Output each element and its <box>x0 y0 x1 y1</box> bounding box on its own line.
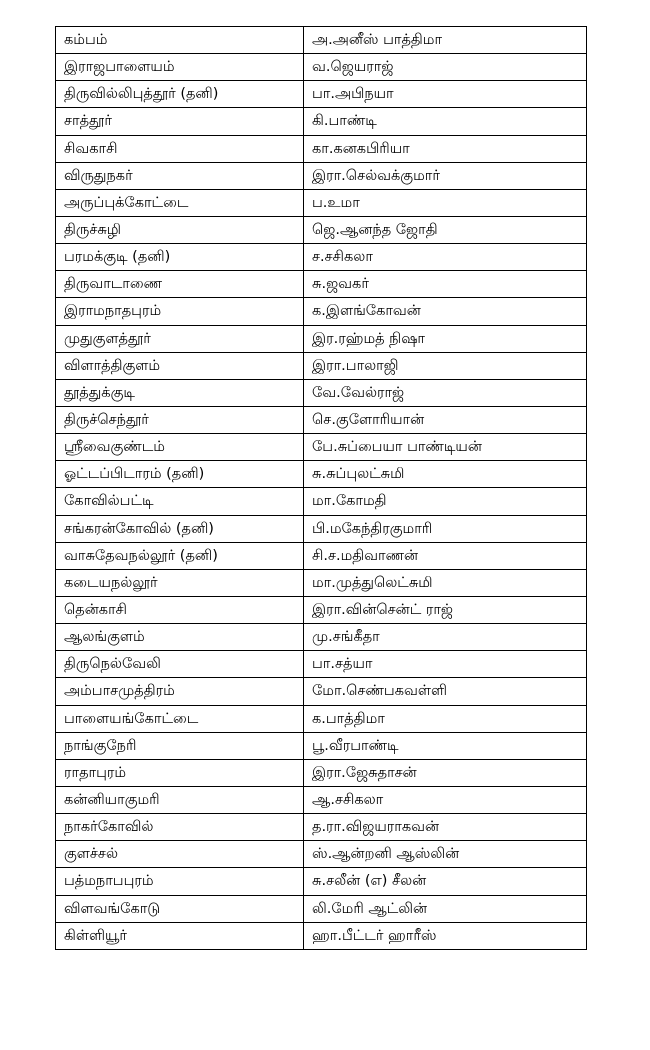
constituency-cell: விளவங்கோடு <box>56 895 304 922</box>
candidate-name-cell: இரா.செல்வக்குமார் <box>304 162 587 189</box>
table-row <box>56 216 587 243</box>
table-row <box>56 379 587 406</box>
constituency-cell: திருவில்லிபுத்தூர் (தனி) <box>56 81 304 108</box>
table-row <box>56 244 587 271</box>
table-row <box>56 651 587 678</box>
candidate-name-cell: சு.ஜவகர் <box>304 271 587 298</box>
candidate-name-cell: பே.சுப்பையா பாண்டியன் <box>304 434 587 461</box>
table-row <box>56 189 587 216</box>
table-row <box>56 27 587 54</box>
constituency-cell: தென்காசி <box>56 596 304 623</box>
table-row <box>56 54 587 81</box>
candidate-name-cell: ஜெ.ஆனந்த ஜோதி <box>304 216 587 243</box>
constituency-cell: அருப்புக்கோட்டை <box>56 189 304 216</box>
constituency-cell: இராஜபாளையம் <box>56 54 304 81</box>
constituency-cell: இராமநாதபுரம் <box>56 298 304 325</box>
constituency-cell: அம்பாசமுத்திரம் <box>56 678 304 705</box>
constituency-cell: கடையநல்லூர் <box>56 569 304 596</box>
constituency-cell: பாளையங்கோட்டை <box>56 705 304 732</box>
table-row <box>56 678 587 705</box>
table-row <box>56 895 587 922</box>
table-row <box>56 786 587 813</box>
candidate-name-cell: இரா.வின்சென்ட் ராஜ் <box>304 596 587 623</box>
table-row <box>56 596 587 623</box>
table-row <box>56 814 587 841</box>
table-row <box>56 461 587 488</box>
table-row <box>56 542 587 569</box>
candidate-name-cell: வ.ஜெயராஜ் <box>304 54 587 81</box>
candidate-name-cell: வே.வேல்ராஜ் <box>304 379 587 406</box>
candidate-name-cell: மோ.செண்பகவள்ளி <box>304 678 587 705</box>
table-row <box>56 108 587 135</box>
candidate-name-cell: சு.சலீன் (எ) சீலன் <box>304 868 587 895</box>
table-row <box>56 759 587 786</box>
candidate-name-cell: கா.கனகபிரியா <box>304 135 587 162</box>
constituency-cell: நாங்குநேரி <box>56 732 304 759</box>
constituency-cell: கிள்ளியூர் <box>56 922 304 949</box>
candidate-name-cell: மா.கோமதி <box>304 488 587 515</box>
constituency-cell: பத்மநாபபுரம் <box>56 868 304 895</box>
constituency-cell: ஓட்டப்பிடாரம் (தனி) <box>56 461 304 488</box>
candidate-name-cell: ச.சசிகலா <box>304 244 587 271</box>
candidate-name-cell: பி.மகேந்திரகுமாரி <box>304 515 587 542</box>
constituency-cell: குளச்சல் <box>56 841 304 868</box>
constituency-cell: நாகர்கோவில் <box>56 814 304 841</box>
candidate-name-cell: இரா.ஜேசுதாசன் <box>304 759 587 786</box>
table-row <box>56 515 587 542</box>
candidate-name-cell: சி.ச.மதிவாணன் <box>304 542 587 569</box>
table-row <box>56 705 587 732</box>
constituency-cell: பரமக்குடி (தனி) <box>56 244 304 271</box>
constituency-cell: ராதாபுரம் <box>56 759 304 786</box>
candidate-name-cell: மு.சங்கீதா <box>304 624 587 651</box>
candidate-name-cell: சு.சுப்புலட்சுமி <box>304 461 587 488</box>
candidate-name-cell: லி.மேரி ஆட்லின் <box>304 895 587 922</box>
table-row <box>56 868 587 895</box>
table-row <box>56 352 587 379</box>
constituency-cell: ஸ்ரீவைகுண்டம் <box>56 434 304 461</box>
table-row <box>56 271 587 298</box>
candidate-table <box>55 26 587 950</box>
candidate-name-cell: கி.பாண்டி <box>304 108 587 135</box>
table-row <box>56 81 587 108</box>
table-row <box>56 732 587 759</box>
candidate-name-cell: பா.சத்யா <box>304 651 587 678</box>
constituency-cell: சிவகாசி <box>56 135 304 162</box>
candidate-name-cell: பா.அபிநயா <box>304 81 587 108</box>
table-row <box>56 298 587 325</box>
table-row <box>56 406 587 433</box>
constituency-cell: திருச்சுழி <box>56 216 304 243</box>
table-row <box>56 434 587 461</box>
candidate-table-body <box>56 27 587 950</box>
candidate-name-cell: க.பாத்திமா <box>304 705 587 732</box>
constituency-cell: தூத்துக்குடி <box>56 379 304 406</box>
candidate-name-cell: இரா.பாலாஜி <box>304 352 587 379</box>
table-row <box>56 922 587 949</box>
table-row <box>56 162 587 189</box>
constituency-cell: விளாத்திகுளம் <box>56 352 304 379</box>
candidate-name-cell: ப.உமா <box>304 189 587 216</box>
candidate-name-cell: இர.ரஹ்மத் நிஷா <box>304 325 587 352</box>
constituency-cell: முதுகுளத்தூர் <box>56 325 304 352</box>
candidate-name-cell: ஸ்.ஆன்றனி ஆஸ்லின் <box>304 841 587 868</box>
table-row <box>56 841 587 868</box>
candidate-name-cell: அ.அனீஸ் பாத்திமா <box>304 27 587 54</box>
candidate-name-cell: பூ.வீரபாண்டி <box>304 732 587 759</box>
table-row <box>56 135 587 162</box>
table-row <box>56 569 587 596</box>
constituency-cell: விருதுநகர் <box>56 162 304 189</box>
candidate-name-cell: மா.முத்துலெட்சுமி <box>304 569 587 596</box>
constituency-cell: திருவாடாணை <box>56 271 304 298</box>
constituency-cell: திருநெல்வேலி <box>56 651 304 678</box>
table-row <box>56 624 587 651</box>
constituency-cell: கம்பம் <box>56 27 304 54</box>
constituency-cell: திருச்செந்தூர் <box>56 406 304 433</box>
candidate-name-cell: செ.குளோரியான் <box>304 406 587 433</box>
constituency-cell: வாசுதேவநல்லூர் (தனி) <box>56 542 304 569</box>
table-row <box>56 325 587 352</box>
candidate-name-cell: க.இளங்கோவன் <box>304 298 587 325</box>
candidate-name-cell: ஹா.பீட்டர் ஹாரீஸ் <box>304 922 587 949</box>
candidate-name-cell: த.ரா.விஜயராகவன் <box>304 814 587 841</box>
constituency-cell: ஆலங்குளம் <box>56 624 304 651</box>
constituency-cell: சங்கரன்கோவில் (தனி) <box>56 515 304 542</box>
candidate-name-cell: ஆ.சசிகலா <box>304 786 587 813</box>
candidate-list-sheet <box>55 26 586 950</box>
constituency-cell: கன்னியாகுமரி <box>56 786 304 813</box>
constituency-cell: கோவில்பட்டி <box>56 488 304 515</box>
constituency-cell: சாத்தூர் <box>56 108 304 135</box>
table-row <box>56 488 587 515</box>
